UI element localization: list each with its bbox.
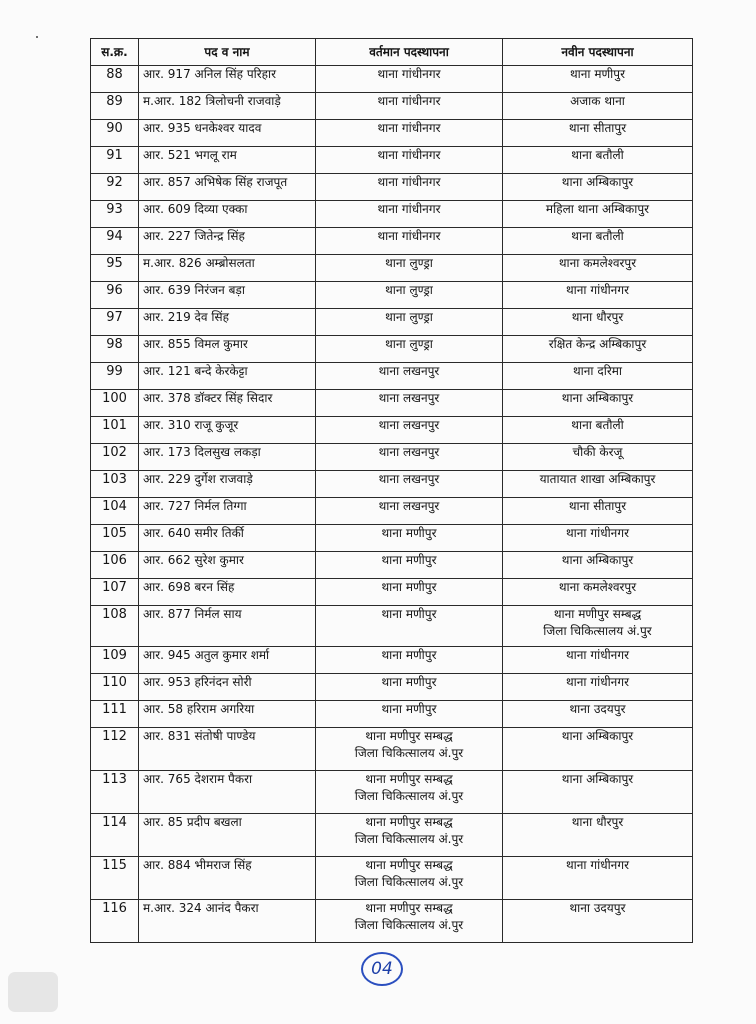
new-posting-cell xyxy=(503,390,693,417)
current-posting-cell xyxy=(316,674,503,701)
new-posting-cell xyxy=(503,579,693,606)
current-posting-line: थाना लुण्ड्रा xyxy=(385,310,433,324)
table-row xyxy=(91,771,693,814)
table-row xyxy=(91,363,693,390)
rank-name-cell: आर. 831 संतोषी पाण्डेय xyxy=(139,728,316,771)
new-posting-line: थाना दरिमा xyxy=(572,364,623,378)
current-posting-line: थाना मणीपुर सम्बद्ध xyxy=(365,729,453,743)
new-posting-cell xyxy=(503,228,693,255)
current-posting-cell xyxy=(316,228,503,255)
serial-number-cell: 105 xyxy=(91,525,139,552)
table-row xyxy=(91,417,693,444)
new-posting-cell xyxy=(503,66,693,93)
current-posting-cell xyxy=(316,120,503,147)
table-row xyxy=(91,498,693,525)
serial-number-cell: 108 xyxy=(91,606,139,647)
current-posting-cell xyxy=(316,728,503,771)
serial-number-cell: 91 xyxy=(91,147,139,174)
new-posting-cell xyxy=(503,771,693,814)
table-row xyxy=(91,93,693,120)
current-posting-cell xyxy=(316,93,503,120)
current-posting-cell xyxy=(316,309,503,336)
new-posting-line: थाना गांधीनगर xyxy=(565,675,630,689)
current-posting-line: जिला चिकित्सालय अं.पुर xyxy=(354,918,464,932)
new-posting-cell xyxy=(503,309,693,336)
current-posting-line: थाना लखनपुर xyxy=(378,418,440,432)
table-row xyxy=(91,606,693,647)
serial-number-cell: 100 xyxy=(91,390,139,417)
current-posting-cell xyxy=(316,66,503,93)
new-posting-line: थाना कमलेश्वरपुर xyxy=(558,256,637,270)
current-posting-cell xyxy=(316,552,503,579)
current-posting-line: थाना लखनपुर xyxy=(378,499,440,513)
serial-number-cell: 110 xyxy=(91,674,139,701)
current-posting-cell xyxy=(316,336,503,363)
current-posting-line: थाना मणीपुर सम्बद्ध xyxy=(365,772,453,786)
table-row xyxy=(91,701,693,728)
current-posting-line: थाना मणीपुर xyxy=(381,607,437,621)
table-row xyxy=(91,390,693,417)
serial-number-cell: 109 xyxy=(91,647,139,674)
rank-name-cell: आर. 639 निरंजन बड़ा xyxy=(139,282,316,309)
current-posting-line: थाना मणीपुर xyxy=(381,702,437,716)
current-posting-line: थाना गांधीनगर xyxy=(377,121,441,135)
current-posting-cell xyxy=(316,201,503,228)
rank-name-cell: आर. 640 समीर तिर्की xyxy=(139,525,316,552)
new-posting-line: थाना गांधीनगर xyxy=(565,858,630,872)
current-posting-cell xyxy=(316,417,503,444)
serial-number-cell: 104 xyxy=(91,498,139,525)
new-posting-cell xyxy=(503,93,693,120)
page-number-stamp: 04 xyxy=(361,952,403,986)
current-posting-cell xyxy=(316,579,503,606)
serial-number-cell: 95 xyxy=(91,255,139,282)
current-posting-line: थाना गांधीनगर xyxy=(377,67,441,81)
new-posting-cell xyxy=(503,282,693,309)
table-row xyxy=(91,66,693,93)
new-posting-line: जिला चिकित्सालय अं.पुर xyxy=(543,624,652,638)
new-posting-cell xyxy=(503,606,693,647)
rank-name-cell: म.आर. 826 अम्ब्रोसलता xyxy=(139,255,316,282)
current-posting-line: थाना मणीपुर xyxy=(381,648,437,662)
header-current-posting: वर्तमान पदस्थापना xyxy=(316,39,503,66)
current-posting-line: थाना गांधीनगर xyxy=(377,229,441,243)
current-posting-cell xyxy=(316,174,503,201)
rank-name-cell: आर. 917 अनिल सिंह परिहार xyxy=(139,66,316,93)
new-posting-cell xyxy=(503,857,693,900)
rank-name-cell: आर. 765 देशराम पैकरा xyxy=(139,771,316,814)
new-posting-line: चौकी केरजू xyxy=(572,445,623,459)
new-posting-line: थाना कमलेश्वरपुर xyxy=(558,580,637,594)
table-row xyxy=(91,552,693,579)
table-row xyxy=(91,255,693,282)
current-posting-line: थाना मणीपुर सम्बद्ध xyxy=(365,901,453,915)
new-posting-cell xyxy=(503,444,693,471)
table-row xyxy=(91,471,693,498)
new-posting-line: रक्षित केन्द्र अम्बिकापुर xyxy=(548,337,647,351)
rank-name-cell: आर. 121 बन्दे केरकेट्टा xyxy=(139,363,316,390)
current-posting-cell xyxy=(316,255,503,282)
serial-number-cell: 112 xyxy=(91,728,139,771)
new-posting-line: थाना उदयपुर xyxy=(569,901,626,915)
rank-name-cell: म.आर. 182 त्रिलोचनी राजवाड़े xyxy=(139,93,316,120)
new-posting-cell xyxy=(503,900,693,943)
table-row xyxy=(91,814,693,857)
current-posting-line: थाना लखनपुर xyxy=(378,445,440,459)
current-posting-line: जिला चिकित्सालय अं.पुर xyxy=(354,746,464,760)
header-new-posting: नवीन पदस्थापना xyxy=(503,39,693,66)
rank-name-cell: आर. 378 डॉक्टर सिंह सिदार xyxy=(139,390,316,417)
new-posting-line: महिला थाना अम्बिकापुर xyxy=(545,202,650,216)
rank-name-cell: आर. 953 हरिनंदन सोरी xyxy=(139,674,316,701)
current-posting-line: जिला चिकित्सालय अं.पुर xyxy=(354,789,464,803)
serial-number-cell: 93 xyxy=(91,201,139,228)
rank-name-cell: आर. 727 निर्मल तिग्गा xyxy=(139,498,316,525)
table-row xyxy=(91,282,693,309)
current-posting-cell xyxy=(316,525,503,552)
current-posting-cell xyxy=(316,363,503,390)
scan-speck xyxy=(36,36,38,38)
current-posting-cell xyxy=(316,647,503,674)
current-posting-line: थाना लुण्ड्रा xyxy=(385,256,433,270)
new-posting-line: थाना उदयपुर xyxy=(569,702,626,716)
rank-name-cell: आर. 227 जितेन्द्र सिंह xyxy=(139,228,316,255)
new-posting-cell xyxy=(503,363,693,390)
new-posting-cell xyxy=(503,174,693,201)
current-posting-cell xyxy=(316,701,503,728)
table-row xyxy=(91,309,693,336)
current-posting-cell xyxy=(316,900,503,943)
table-row xyxy=(91,728,693,771)
serial-number-cell: 90 xyxy=(91,120,139,147)
current-posting-line: थाना मणीपुर xyxy=(381,580,437,594)
current-posting-cell xyxy=(316,282,503,309)
new-posting-line: थाना गांधीनगर xyxy=(565,648,630,662)
serial-number-cell: 102 xyxy=(91,444,139,471)
new-posting-line: थाना अम्बिकापुर xyxy=(561,553,634,567)
new-posting-cell xyxy=(503,525,693,552)
current-posting-line: थाना लखनपुर xyxy=(378,472,440,486)
table-row xyxy=(91,579,693,606)
current-posting-cell xyxy=(316,814,503,857)
new-posting-cell xyxy=(503,701,693,728)
new-posting-cell xyxy=(503,471,693,498)
new-posting-line: थाना धौरपुर xyxy=(571,310,624,324)
new-posting-cell xyxy=(503,120,693,147)
rank-name-cell: आर. 58 हरिराम अगरिया xyxy=(139,701,316,728)
header-name: पद व नाम xyxy=(139,39,316,66)
table-row xyxy=(91,525,693,552)
new-posting-line: थाना बतौली xyxy=(571,418,624,432)
rank-name-cell: आर. 945 अतुल कुमार शर्मा xyxy=(139,647,316,674)
current-posting-line: थाना गांधीनगर xyxy=(377,148,441,162)
new-posting-cell xyxy=(503,417,693,444)
current-posting-line: थाना मणीपुर xyxy=(381,526,437,540)
table-row xyxy=(91,647,693,674)
current-posting-cell xyxy=(316,444,503,471)
new-posting-line: थाना मणीपुर xyxy=(569,67,626,81)
current-posting-line: थाना मणीपुर सम्बद्ध xyxy=(365,815,453,829)
new-posting-line: थाना अम्बिकापुर xyxy=(561,391,634,405)
rank-name-cell: आर. 857 अभिषेक सिंह राजपूत xyxy=(139,174,316,201)
rank-name-cell: आर. 310 राजू कुजूर xyxy=(139,417,316,444)
serial-number-cell: 107 xyxy=(91,579,139,606)
new-posting-cell xyxy=(503,728,693,771)
current-posting-cell xyxy=(316,771,503,814)
new-posting-line: थाना सीतापुर xyxy=(568,499,627,513)
transfer-table xyxy=(90,38,693,943)
current-posting-line: थाना मणीपुर xyxy=(381,553,437,567)
current-posting-line: थाना लुण्ड्रा xyxy=(385,283,433,297)
rank-name-cell: आर. 609 दिव्या एक्का xyxy=(139,201,316,228)
rank-name-cell: आर. 173 दिलसुख लकड़ा xyxy=(139,444,316,471)
table-row xyxy=(91,857,693,900)
current-posting-line: थाना लखनपुर xyxy=(378,391,440,405)
new-posting-line: थाना गांधीनगर xyxy=(565,283,630,297)
new-posting-cell xyxy=(503,647,693,674)
new-posting-line: थाना मणीपुर सम्बद्ध xyxy=(553,607,642,621)
serial-number-cell: 99 xyxy=(91,363,139,390)
serial-number-cell: 116 xyxy=(91,900,139,943)
serial-number-cell: 97 xyxy=(91,309,139,336)
scroll-handle[interactable] xyxy=(8,972,58,1012)
new-posting-cell xyxy=(503,674,693,701)
rank-name-cell: आर. 855 विमल कुमार xyxy=(139,336,316,363)
new-posting-line: थाना बतौली xyxy=(571,229,624,243)
rank-name-cell: आर. 877 निर्मल साय xyxy=(139,606,316,647)
current-posting-line: थाना मणीपुर xyxy=(381,675,437,689)
serial-number-cell: 101 xyxy=(91,417,139,444)
current-posting-cell xyxy=(316,471,503,498)
rank-name-cell: आर. 229 दुर्गेश राजवाड़े xyxy=(139,471,316,498)
header-serial: स.क्र. xyxy=(91,39,139,66)
current-posting-cell xyxy=(316,390,503,417)
current-posting-line: थाना गांधीनगर xyxy=(377,202,441,216)
table-row xyxy=(91,174,693,201)
current-posting-line: थाना मणीपुर सम्बद्ध xyxy=(365,858,453,872)
new-posting-line: थाना धौरपुर xyxy=(571,815,624,829)
new-posting-line: थाना सीतापुर xyxy=(568,121,627,135)
current-posting-cell xyxy=(316,857,503,900)
serial-number-cell: 115 xyxy=(91,857,139,900)
rank-name-cell: म.आर. 324 आनंद पैकरा xyxy=(139,900,316,943)
current-posting-line: थाना लखनपुर xyxy=(378,364,440,378)
table-row xyxy=(91,120,693,147)
new-posting-cell xyxy=(503,814,693,857)
rank-name-cell: आर. 219 देव सिंह xyxy=(139,309,316,336)
new-posting-line: थाना बतौली xyxy=(571,148,624,162)
current-posting-line: थाना लुण्ड्रा xyxy=(385,337,433,351)
table-body xyxy=(91,66,693,943)
serial-number-cell: 106 xyxy=(91,552,139,579)
rank-name-cell: आर. 521 भगलू राम xyxy=(139,147,316,174)
current-posting-line: जिला चिकित्सालय अं.पुर xyxy=(354,832,464,846)
new-posting-cell xyxy=(503,147,693,174)
current-posting-line: जिला चिकित्सालय अं.पुर xyxy=(354,875,464,889)
current-posting-line: थाना गांधीनगर xyxy=(377,94,441,108)
serial-number-cell: 111 xyxy=(91,701,139,728)
new-posting-cell xyxy=(503,255,693,282)
rank-name-cell: आर. 698 बरन सिंह xyxy=(139,579,316,606)
rank-name-cell: आर. 662 सुरेश कुमार xyxy=(139,552,316,579)
serial-number-cell: 89 xyxy=(91,93,139,120)
serial-number-cell: 92 xyxy=(91,174,139,201)
table-header-row xyxy=(91,39,693,66)
serial-number-cell: 114 xyxy=(91,814,139,857)
new-posting-cell xyxy=(503,201,693,228)
serial-number-cell: 113 xyxy=(91,771,139,814)
new-posting-line: थाना गांधीनगर xyxy=(565,526,630,540)
serial-number-cell: 88 xyxy=(91,66,139,93)
new-posting-line: यातायात शाखा अम्बिकापुर xyxy=(539,472,656,486)
new-posting-line: थाना अम्बिकापुर xyxy=(561,772,634,786)
new-posting-line: थाना अम्बिकापुर xyxy=(561,729,634,743)
new-posting-line: थाना अम्बिकापुर xyxy=(561,175,634,189)
rank-name-cell: आर. 85 प्रदीप बखला xyxy=(139,814,316,857)
table-row xyxy=(91,336,693,363)
serial-number-cell: 103 xyxy=(91,471,139,498)
current-posting-cell xyxy=(316,498,503,525)
new-posting-cell xyxy=(503,552,693,579)
table-row xyxy=(91,201,693,228)
current-posting-cell xyxy=(316,147,503,174)
serial-number-cell: 94 xyxy=(91,228,139,255)
rank-name-cell: आर. 935 धनकेश्वर यादव xyxy=(139,120,316,147)
rank-name-cell: आर. 884 भीमराज सिंह xyxy=(139,857,316,900)
new-posting-cell xyxy=(503,336,693,363)
serial-number-cell: 98 xyxy=(91,336,139,363)
current-posting-line: थाना गांधीनगर xyxy=(377,175,441,189)
current-posting-cell xyxy=(316,606,503,647)
new-posting-cell xyxy=(503,498,693,525)
new-posting-line: अजाक थाना xyxy=(570,94,625,108)
table-row xyxy=(91,444,693,471)
serial-number-cell: 96 xyxy=(91,282,139,309)
table-row xyxy=(91,147,693,174)
table-row xyxy=(91,674,693,701)
table-row xyxy=(91,900,693,943)
table-row xyxy=(91,228,693,255)
